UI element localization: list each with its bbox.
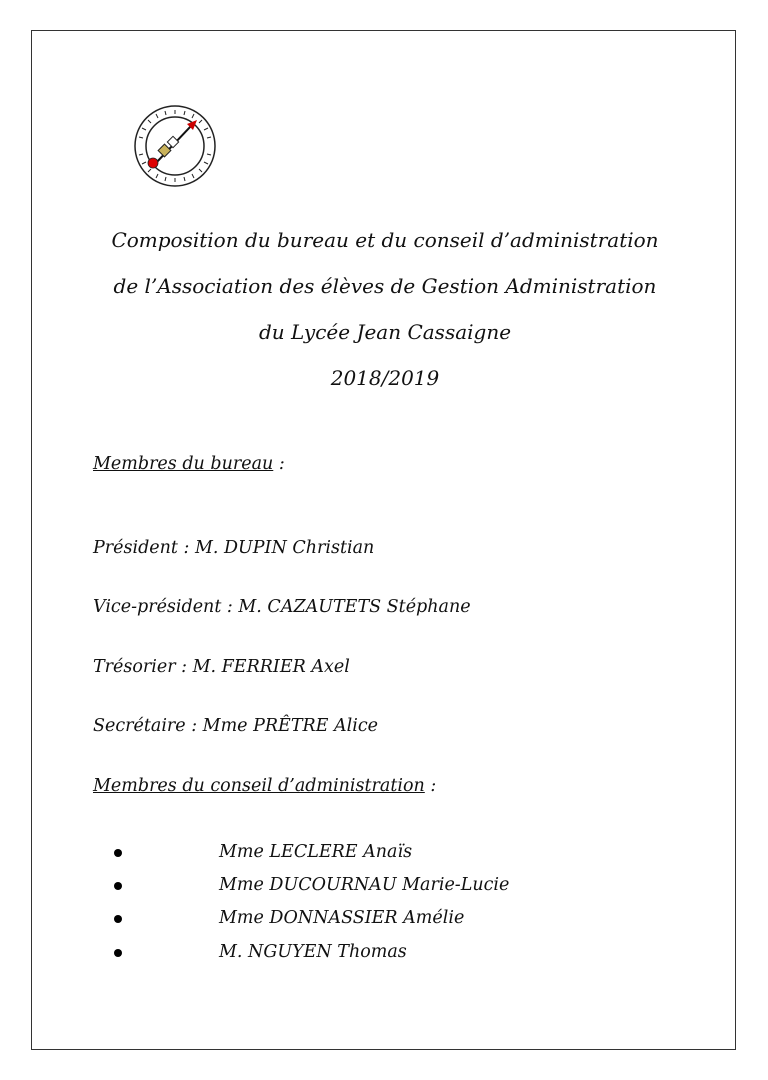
list-item xyxy=(114,842,614,866)
association-logo xyxy=(133,104,217,188)
bureau-heading-colon: : xyxy=(273,454,285,474)
title-year: 2018/2019 xyxy=(330,366,440,390)
bureau-member-tresorier: Trésorier : M. FERRIER Axel xyxy=(93,657,350,677)
bullet-icon xyxy=(114,849,122,857)
title-line-3: du Lycée Jean Cassaigne xyxy=(258,320,512,344)
bureau-heading-text: Membres du bureau xyxy=(93,454,274,474)
bullet-icon xyxy=(114,915,122,923)
conseil-member-name: Mme DONNASSIER Amélie xyxy=(219,908,465,928)
bullet-icon xyxy=(114,882,122,890)
bureau-member-secretaire: Secrétaire : Mme PRÊTRE Alice xyxy=(93,716,379,736)
bureau-heading xyxy=(93,454,285,474)
list-item xyxy=(114,875,614,899)
title-line-2: de l’Association des élèves de Gestion Administration xyxy=(113,274,657,298)
bureau-member-president: Président : M. DUPIN Christian xyxy=(93,538,375,558)
conseil-member-name: Mme DUCOURNAU Marie-Lucie xyxy=(219,875,510,895)
conseil-heading-text: Membres du conseil d’administration xyxy=(93,776,425,796)
bullet-icon xyxy=(114,949,122,957)
list-item xyxy=(114,942,614,966)
bureau-member-vice-president: Vice-président : M. CAZAUTETS Stéphane xyxy=(93,597,471,617)
conseil-heading-colon: : xyxy=(424,776,437,796)
document-title xyxy=(60,225,710,409)
title-line-1: Composition du bureau et du conseil d’administration xyxy=(111,228,659,252)
association-logo-icon xyxy=(133,104,217,188)
conseil-member-name: Mme LECLERE Anaïs xyxy=(219,842,413,862)
conseil-heading xyxy=(93,776,436,796)
list-item xyxy=(114,908,614,932)
conseil-member-name: M. NGUYEN Thomas xyxy=(219,942,407,962)
